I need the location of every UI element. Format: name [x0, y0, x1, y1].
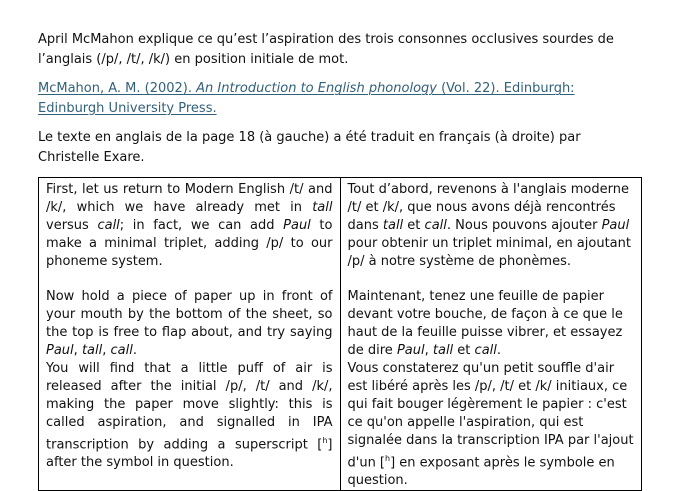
- reference-authors: McMahon, A. M. (2002).: [38, 81, 197, 96]
- french-paragraph-3: Vous constaterez qu'un petit souffle d'air est libéré après les /p/, /t/ et /k/ initiaux, ce qui fait bouger légèrement le papier : c'est ce qu'on appelle l'aspiration, qui est signalée dans la transcription IPA par l'ajout d'un [$^h$] en exposant après le symbole en question.: [347, 361, 634, 489]
- french-paragraph-1: Tout d’abord, revenons à l'anglais moderne /t/ et /k/, que nous avons déjà rencontrés dans tall et call. Nous pouvons ajouter Paul pour obtenir un triplet minimal, en ajoutant /p/ à notre système de phonèmes.: [347, 182, 631, 269]
- english-paragraph-3: You will find that a little puff of air is released after the initial /p/, /t/ and /k/, making the paper move slightly: this is called aspiration, and signalled in IPA transcription by adding a superscript [$^h$] after the symbol in question.: [46, 361, 333, 471]
- translation-table: [38, 177, 642, 491]
- reference-title: An Introduction to English phonology: [196, 81, 437, 96]
- french-column: [340, 178, 642, 491]
- english-column: [39, 178, 341, 491]
- english-paragraph-1: First, let us return to Modern English /t/ and /k/, which we have already met in tall versus call; in fact, we can add Paul to make a minimal triplet, adding /p/ to our phoneme system.: [46, 182, 333, 269]
- english-paragraph-2: Now hold a piece of paper up in front of your mouth by the bottom of the sheet, so the top is free to flap about, and try saying Paul, tall, call.: [46, 289, 333, 358]
- french-paragraph-2: Maintenant, tenez une feuille de papier devant votre bouche, de façon à ce que le haut de la feuille puisse vibrer, et essayez de dire Paul, tall et call.: [347, 289, 623, 358]
- intro-paragraph: April McMahon explique ce qu’est l’aspiration des trois consonnes occlusives sourdes de l’anglais (/p/, /t/, /k/) en position initiale de mot.: [38, 32, 614, 67]
- translation-note: Le texte en anglais de la page 18 (à gauche) a été traduit en français (à droite) par Christelle Exare.: [38, 130, 581, 165]
- reference-link[interactable]: [38, 79, 642, 118]
- document-body: [38, 30, 642, 491]
- reference-publisher: (Vol. 22). Edinburgh: Edinburgh University Press.: [38, 81, 575, 116]
